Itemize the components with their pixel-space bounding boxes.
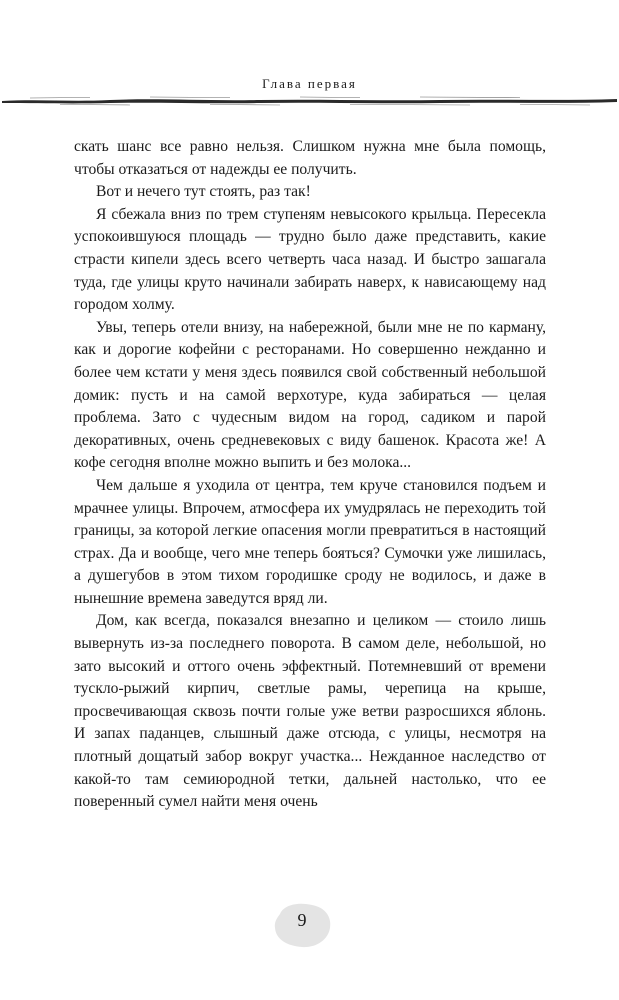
page-number-badge <box>270 900 334 950</box>
body-text <box>74 136 546 814</box>
paragraph: скать шанс все равно нельзя. Слишком нужна мне была помощь, чтобы отказаться от надежды ее получить. <box>74 138 546 178</box>
paragraph: Увы, теперь отели внизу, на набережной, были мне не по карману, как и дорогие кофейни с ресторанами. Но совершенно нежданно и более чем кстати у меня здесь появился свой собственный небольшой домик: пусть и на самой верхотуре, куда забираться — целая проблема. Зато с чудесным видом на город, садиком и парой декоративных, очень средневековых с виду башенок. Красота же! А кофе сегодня вполне можно выпить и без молока... <box>74 318 546 472</box>
paragraph: Чем дальше я уходила от центра, тем круче становился подъем и мрачнее улицы. Впрочем, атмосфера их умудрялась не переходить той границы, за которой легкие опасения могли превратиться в настоящий страх. Да и вообще, чего мне теперь бояться? Сумочки уже лишилась, а душегубов в этом тихом городишке сроду не водилось, и даже в нынешние времена заведутся вряд ли. <box>74 476 546 607</box>
decorative-ink-rule <box>0 92 619 106</box>
chapter-title: Глава первая <box>262 76 357 91</box>
paragraph: Вот и нечего тут стоять, раз так! <box>96 183 311 201</box>
paragraph: Дом, как всегда, показался внезапно и целиком — стоило лишь вывернуть из-за последнего поворота. В самом деле, небольшой, но зато высокий и оттого очень эффектный. Потемневший от времени тускло-рыжий кирпич, светлые рамы, черепица на крыше, просвечивающая сквозь почти голые уже ветви разросшихся яблонь. И запах паданцев, слышный даже отсюда, с улицы, несмотря на плотный дощатый забор вокруг участка... Нежданное наследство от какой-то там семиюродной тетки, дальней настолько, что ее поверенный сумел найти меня очень <box>74 612 546 811</box>
page-number: 9 <box>297 910 307 930</box>
paragraph: Я сбежала вниз по трем ступеням невысокого крыльца. Пересекла успокоившуюся площадь — трудно было даже представить, какие страсти кипели здесь всего четверть часа назад. И быстро зашагала туда, где улицы круто начинали забирать наверх, к нависающему над городом холму. <box>74 205 546 314</box>
